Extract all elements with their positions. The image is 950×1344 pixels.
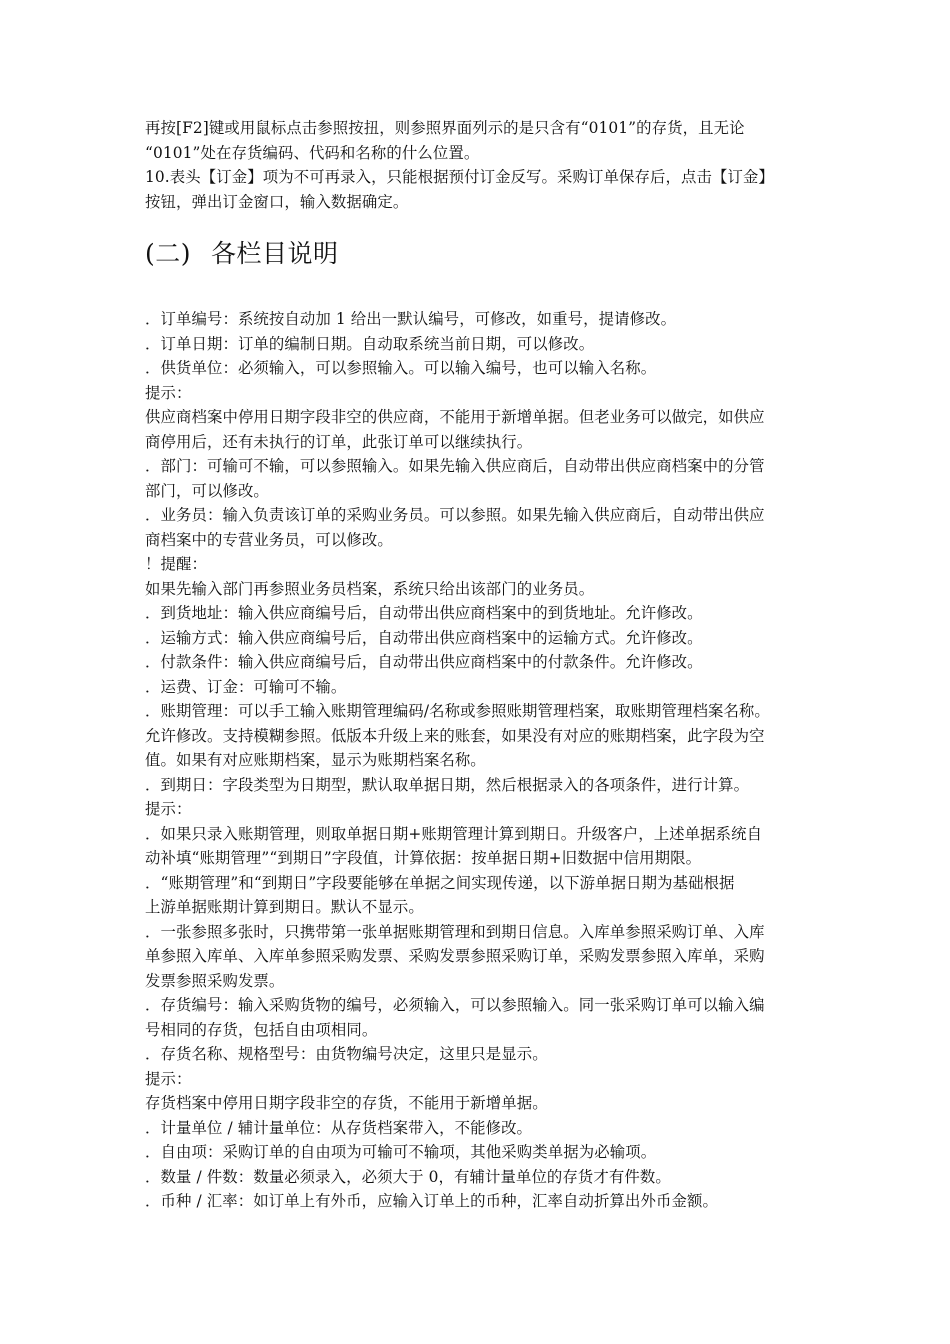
section-title: 各栏目说明 [211,239,339,268]
text-line: 供应商档案中停用日期字段非空的供应商，不能用于新增单据。但老业务可以做完，如供应 [145,408,765,426]
intro-paragraph-block [145,116,810,214]
text-line: 号相同的存货，包括自由项相同。 [145,1020,378,1039]
text-line: 提示： [145,383,192,402]
text-line: ．自由项：采购订单的自由项为可输可不输项，其他采购类单据为必输项。 [145,1143,657,1161]
text-line: ．供货单位：必须输入，可以参照输入。可以输入编号，也可以输入名称。 [145,359,657,377]
text-line: ．数量 / 件数：数量必须录入，必须大于 0，有辅计量单位的存货才有件数。 [145,1167,671,1186]
text-line: ．计量单位 / 辅计量单位：从存货档案带入，不能修改。 [145,1118,533,1137]
text-line: “0101”处在存货编码、代码和名称的什么位置。 [145,143,480,162]
section-heading [145,236,339,272]
text-line: ．付款条件：输入供应商编号后，自动带出供应商档案中的付款条件。允许修改。 [145,653,703,671]
text-line: 值。如果有对应账期档案，显示为账期档案名称。 [145,751,486,769]
text-line: ．存货名称、规格型号：由货物编号决定，这里只是显示。 [145,1045,548,1063]
text-line: 如果先输入部门再参照业务员档案，系统只给出该部门的业务员。 [145,579,595,598]
text-line: ．订单日期：订单的编制日期。自动取系统当前日期，可以修改。 [145,334,595,353]
text-line: 按钮，弹出订金窗口，输入数据确定。 [145,192,409,211]
text-line: ．币种 / 汇率：如订单上有外币，应输入订单上的币种，汇率自动折算出外币金额。 [145,1192,718,1210]
text-line: 存货档案中停用日期字段非空的存货，不能用于新增单据。 [145,1094,548,1112]
field-descriptions-block [145,307,810,1214]
text-line: ．存货编号：输入采购货物的编号，必须输入，可以参照输入。同一张采购订单可以输入编 [145,996,765,1014]
text-line: ．到货地址：输入供应商编号后，自动带出供应商档案中的到货地址。允许修改。 [145,604,703,622]
text-line: ．业务员：输入负责该订单的采购业务员。可以参照。如果先输入供应商后，自动带出供应 [145,506,765,524]
text-line: ．运输方式：输入供应商编号后，自动带出供应商档案中的运输方式。允许修改。 [145,628,703,647]
text-line: ．订单编号：系统按自动加 1 给出一默认编号，可修改，如重号，提请修改。 [145,310,677,328]
text-line: ．运费、订金：可输可不输。 [145,677,347,696]
text-line: 商档案中的专营业务员，可以修改。 [145,530,393,549]
text-line: ！提醒： [145,555,207,573]
text-line: 动补填“账期管理”“到期日”字段值，计算依据：按单据日期+旧数据中信用期限。 [145,849,702,867]
text-line: 提示： [145,1069,192,1088]
text-line: ．一张参照多张时，只携带第一张单据账期管理和到期日信息。入库单参照采购订单、入库 [145,922,765,941]
text-line: ．账期管理：可以手工输入账期管理编码/名称或参照账期管理档案，取账期管理档案名称。 [145,702,770,720]
text-line: ．部门：可输可不输，可以参照输入。如果先输入供应商后，自动带出供应商档案中的分管 [145,457,765,475]
text-line: 上游单据账期计算到期日。默认不显示。 [145,898,424,916]
text-line: 再按[F2]键或用鼠标点击参照按扭，则参照界面列示的是只含有“0101”的存货，且无论 [145,119,745,137]
text-line: 发票参照采购发票。 [145,971,285,990]
text-line: ．如果只录入账期管理，则取单据日期+账期管理计算到期日。升级客户，上述单据系统自 [145,824,763,843]
text-line: 商停用后，还有未执行的订单，此张订单可以继续执行。 [145,432,533,451]
text-line: 10.表头【订金】项为不可再录入，只能根据预付订金反写。采购订单保存后，点击【订金】 [145,168,774,186]
text-line: 单参照入库单、入库单参照采购发票、采购发票参照采购订单，采购发票参照入库单，采购 [145,947,765,965]
text-line: ．到期日：字段类型为日期型，默认取单据日期，然后根据录入的各项条件，进行计算。 [145,775,750,794]
text-line: 允许修改。支持模糊参照。低版本升级上来的账套，如果没有对应的账期档案，此字段为空 [145,726,765,745]
text-line: ．“账期管理”和“到期日”字段要能够在单据之间实现传递，以下游单据日期为基础根据 [145,873,735,892]
text-line: 提示： [145,800,192,818]
section-number: (二) [145,239,192,268]
text-line: 部门，可以修改。 [145,481,269,500]
